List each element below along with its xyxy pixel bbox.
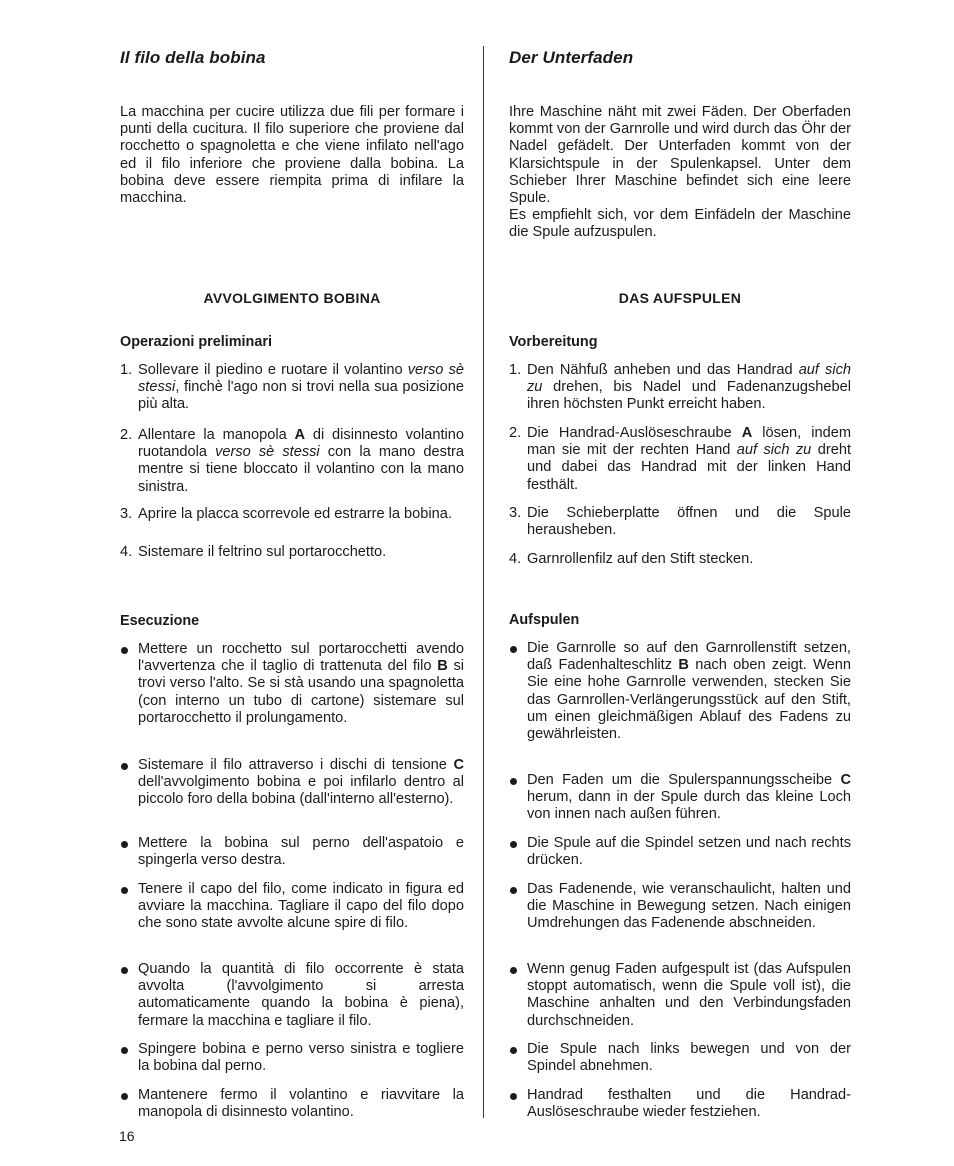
german-title: Der Unterfaden: [509, 48, 634, 67]
german-exec-step: Den Faden um die Spulerspannungsscheibe C herum, dann in der Spule durch das kleine Loch von innen nach außen führen.: [509, 772, 851, 824]
bullet-icon: [121, 647, 128, 654]
german-prep-step: 4. Garnrollenfilz auf den Stift stecken.: [509, 551, 754, 567]
italian-exec-step: Spingere bobina e perno verso sinistra e togliere la bobina dal perno.: [120, 1041, 464, 1075]
bullet-icon: [121, 763, 128, 770]
italian-prep-step: 2. Allentare la manopola A di disinnesto volantino ruotandola verso sè stessi con la mano destra mentre si tiene bloccato il volantino con la mano sinistra.: [120, 427, 465, 495]
german-exec-step: Handrad festhalten und die Handrad-Auslöseschraube wieder festziehen.: [509, 1087, 851, 1121]
bullet-icon: [510, 1047, 517, 1054]
german-section-heading: DAS AUFSPULEN: [618, 290, 742, 306]
italian-prep-step: 3. Aprire la placca scorrevole ed estrarre la bobina.: [120, 506, 452, 522]
italian-prep-step: 1. Sollevare il piedino e ruotare il volantino verso sè stessi, finchè l'ago non si trovi nella sua posizione più alta.: [120, 362, 464, 413]
italian-exec-heading: Esecuzione: [120, 613, 200, 629]
italian-prep-heading: Operazioni preliminari: [120, 334, 272, 350]
bullet-icon: [510, 1093, 517, 1100]
bullet-icon: [510, 841, 517, 848]
german-prep-step: 1. Den Nähfuß anheben und das Handrad auf sich zu drehen, bis Nadel und Fadenanzugshebel ihren höchsten Punkt erreicht haben.: [509, 362, 851, 413]
german-exec-step: Die Spule nach links bewegen und von der Spindel abnehmen.: [509, 1041, 851, 1075]
italian-exec-step: Sistemare il filo attraverso i dischi di tensione C dell'avvolgimento bobina e poi infilarlo dentro al piccolo foro della bobina (dall'interno all'esterno).: [120, 757, 464, 809]
column-divider: [483, 46, 484, 1118]
bullet-icon: [510, 646, 517, 653]
italian-exec-step: Tenere il capo del filo, come indicato in figura ed avviare la macchina. Tagliare il capo del filo dopo che sono state avvolte alcune spire di filo.: [120, 881, 464, 933]
bullet-icon: [121, 841, 128, 848]
german-exec-heading: Aufspulen: [509, 612, 580, 628]
bullet-icon: [510, 778, 517, 785]
italian-prep-step: 4. Sistemare il feltrino sul portarocchetto.: [120, 544, 387, 560]
italian-exec-step: Quando la quantità di filo occorrente è stata avvolta (l'avvolgimento si arresta automaticamente quando la bobina è piena), fermare la macchina e tagliare il filo.: [120, 961, 464, 1030]
bullet-icon: [121, 1093, 128, 1100]
italian-exec-step: Mantenere fermo il volantino e riavvitare la manopola di disinnesto volantino.: [120, 1087, 464, 1121]
italian-intro: La macchina per cucire utilizza due fili per formare i punti della cucitura. Il filo superiore che proviene dal rocchetto o spagnoletta e che viene infilato nell'ago ed il filo inferiore che proviene dalla bobina. La bobina deve essere riempita prima di infilare la macchina.: [120, 104, 464, 207]
page-number: 16: [119, 1128, 135, 1144]
german-intro: Ihre Maschine näht mit zwei Fäden. Der Oberfaden kommt von der Garnrolle und wird durch das Öhr der Nadel gefädelt. Der Unterfaden kommt von der Klarsichtspule in der Spulenkapsel. Unter dem Schieber Ihrer Maschine befindet sich eine leere Spule. Es empfiehlt sich, vor dem Einfädeln der Maschine die Spule aufzuspulen.: [509, 104, 851, 241]
german-prep-step: 2. Die Handrad-Auslöseschraube A lösen, indem man sie mit der rechten Hand auf sich zu dreht und dabei das Handrad mit der linken Hand festhält.: [509, 425, 851, 493]
german-exec-step: Das Fadenende, wie veranschaulicht, halten und die Maschine in Bewegung setzen. Nach einigen Umdrehungen das Fadenende abschneiden.: [509, 881, 851, 933]
german-exec-step: Die Garnrolle so auf den Garnrollenstift setzen, daß Fadenhalteschlitz B nach oben zeigt. Wenn Sie eine hohe Garnrolle verwenden, stecken Sie das Garnrollen-Verlängerungsstück auf den Stift, um einen gleichmäßigen Ablauf des Fadens zu gewährleisten.: [509, 640, 851, 743]
bullet-icon: [121, 967, 128, 974]
german-prep-step: 3. Die Schieberplatte öffnen und die Spule herausheben.: [509, 505, 851, 539]
bullet-icon: [121, 887, 128, 894]
italian-title: Il filo della bobina: [120, 48, 266, 67]
bullet-icon: [510, 967, 517, 974]
german-exec-step: Die Spule auf die Spindel setzen und nach rechts drücken.: [509, 835, 851, 869]
bullet-icon: [510, 887, 517, 894]
italian-exec-step: Mettere la bobina sul perno dell'aspatoio e spingerla verso destra.: [120, 835, 464, 869]
german-prep-heading: Vorbereitung: [509, 334, 598, 350]
italian-section-heading: AVVOLGIMENTO BOBINA: [203, 290, 381, 306]
bullet-icon: [121, 1047, 128, 1054]
italian-exec-step: Mettere un rocchetto sul portarocchetti avendo l'avvertenza che il taglio di trattenuta del filo B si trovi verso l'alto. Se si stà usando una spagnoletta (con interno un tubo di cartone) sistemare sul portarocchetto il prolungamento.: [120, 641, 464, 727]
german-exec-step: Wenn genug Faden aufgespult ist (das Aufspulen stoppt automatisch, wenn die Spule voll ist), die Maschine anhalten und den Verbindungsfaden durchschneiden.: [509, 961, 851, 1030]
